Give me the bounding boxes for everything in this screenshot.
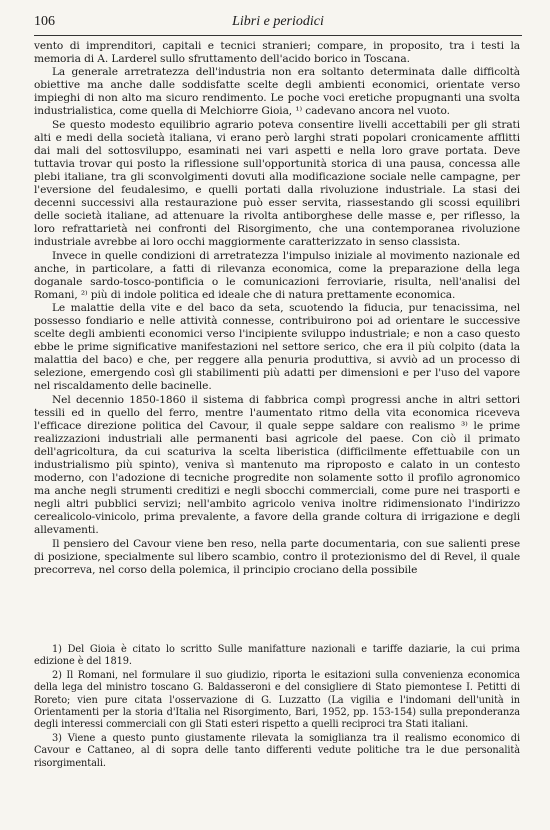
paragraph: Se questo modesto equilibrio agrario poteva consentire livelli accettabili per gli strati alti e medi della società italiana, vi erano però larghi strati popolari cronicamente afflitti dai mali del sottosviluppo, esaminati nei vari aspetti e nella loro grave portata. Deve tuttavia trovar qui posto la riflessione sull'opportunità storica di una pausa, concessa alle plebi italiane, tra gli sconvolgimenti dovuti alla modificazione sociale nelle campagne, per l'eversione del feudalesimo, e quelli portati dalla rivoluzione industriale. La stasi dei decenni successivi alla restaurazione può esser servita, riassestando gli scossi equilibri delle società italiane, ad attenuare la rivolta antiborghese delle masse e, per riflesso, la loro refrattarietà nei confronti del Risorgimento, che una contemporanea rivoluzione industriale avrebbe ai loro occhi maggiormente caratterizzato in senso classista. [34,118,520,249]
paragraph: Nel decennio 1850-1860 il sistema di fabbrica compì progressi anche in altri settori tessili ed in quello del ferro, mentre l'aumentato ritmo della vita economica riceveva l'efficace direzione politica del Cavour, il quale seppe saldare con realismo ³⁾ le prime realizzazioni industriali alle permanenti basi agricole del paese. Con ciò il primato dell'agricoltura, da cui scaturiva la scelta liberistica (difficilmente effettuabile con un industrialismo più spinto), veniva sì mantenuto ma riproposto e calato in un contesto moderno, con l'adozione di tecniche progredite non solamente sotto il profilo agronomico ma anche negli strumenti creditizi e negli sbocchi commerciali, come pure nei trasporti e negli altri pubblici servizi; nell'ambito agricolo veniva inoltre ridimensionato l'indirizzo cerealicolo-vinicolo, prima prevalente, a favore della grande coltura di irrigazione e degli allevamenti. [34,393,520,537]
paragraph: La generale arretratezza dell'industria non era soltanto determinata dalle difficoltà obiettive ma anche dalle soddisfatte scelte degli ambienti economici, orientate verso impieghi di non alto ma sicuro rendimento. Le poche voci eretiche propugnanti una svolta industrialistica, come quella di Melchiorre Gioia, ¹⁾ cadevano ancora nel vuoto. [34,66,520,118]
page-header [34,14,522,32]
paragraph: Invece in quelle condizioni di arretratezza l'impulso iniziale al movimento nazionale ed anche, in particolare, a fatti di rilevanza economica, come la preparazione della lega doganale sardo-tosco-pontificia o le comunicazioni ferroviarie, risulta, nell'analisi del Romani, ²⁾ più di indole politica ed ideale che di natura prettamente economica. [34,249,520,301]
footnote: 3) Viene a questo punto giustamente rilevata la somiglianza tra il realismo economico di Cavour e Cattaneo, al di sopra delle tanto differenti vedute politiche tra le due personalità risorgimentali. [34,732,520,769]
main-text [34,40,520,577]
footnote: 1) Del Gioia è citato lo scritto Sulle manifatture nazionali e tariffe daziarie, la cui prima edizione è del 1819. [34,644,520,668]
paragraph: Le malattie della vite e del baco da seta, scuotendo la fiducia, pur tenacissima, nel possesso fondiario e nelle attività connesse, contribuirono poi ad orientare le successive scelte degli ambienti economici verso l'incipiente sviluppo industriale; e non a caso questo ebbe le prime significative manifestazioni nel settore serico, che era il più colpito (data la malattia del baco) e che, per reggere alla penuria produttiva, si avviò ad un processo di selezione, emergendo così gli stabilimenti più adatti per dimensioni e per l'uso del vapore nel riscaldamento delle bacinelle. [34,301,520,393]
paragraph: Il pensiero del Cavour viene ben reso, nella parte documentaria, con sue salienti prese di posizione, specialmente sul libero scambio, contro il protezionismo del di Revel, il quale precorreva, nel corso della polemica, il principio crociano della possibile [34,537,520,576]
paragraph: vento di imprenditori, capitali e tecnici stranieri; compare, in proposito, tra i testi la memoria di A. Larderel sullo sfruttamento dell'acido borico in Toscana. [34,40,520,66]
page-number: 106 [34,14,55,29]
footnote: 2) Il Romani, nel formulare il suo giudizio, riporta le esitazioni sulla convenienza economica della lega del ministro toscano G. Baldasseroni e del consigliere di Stato piemontese I. Petitti di Roreto; vien pure citata l'osservazione di G. Luzzatto (La vigilia e l'indomani dell'unità in Orientamenti per la storia d'Italia nel Risorgimento, Bari, 1952, pp. 153-154) sulla preponderanza degli interessi commerciali con gli Stati esteri rispetto a quelli reciproci tra Stati italiani. [34,669,520,731]
running-title: Libri e periodici [232,14,324,29]
footnotes [34,644,520,771]
header-divider [34,35,522,36]
